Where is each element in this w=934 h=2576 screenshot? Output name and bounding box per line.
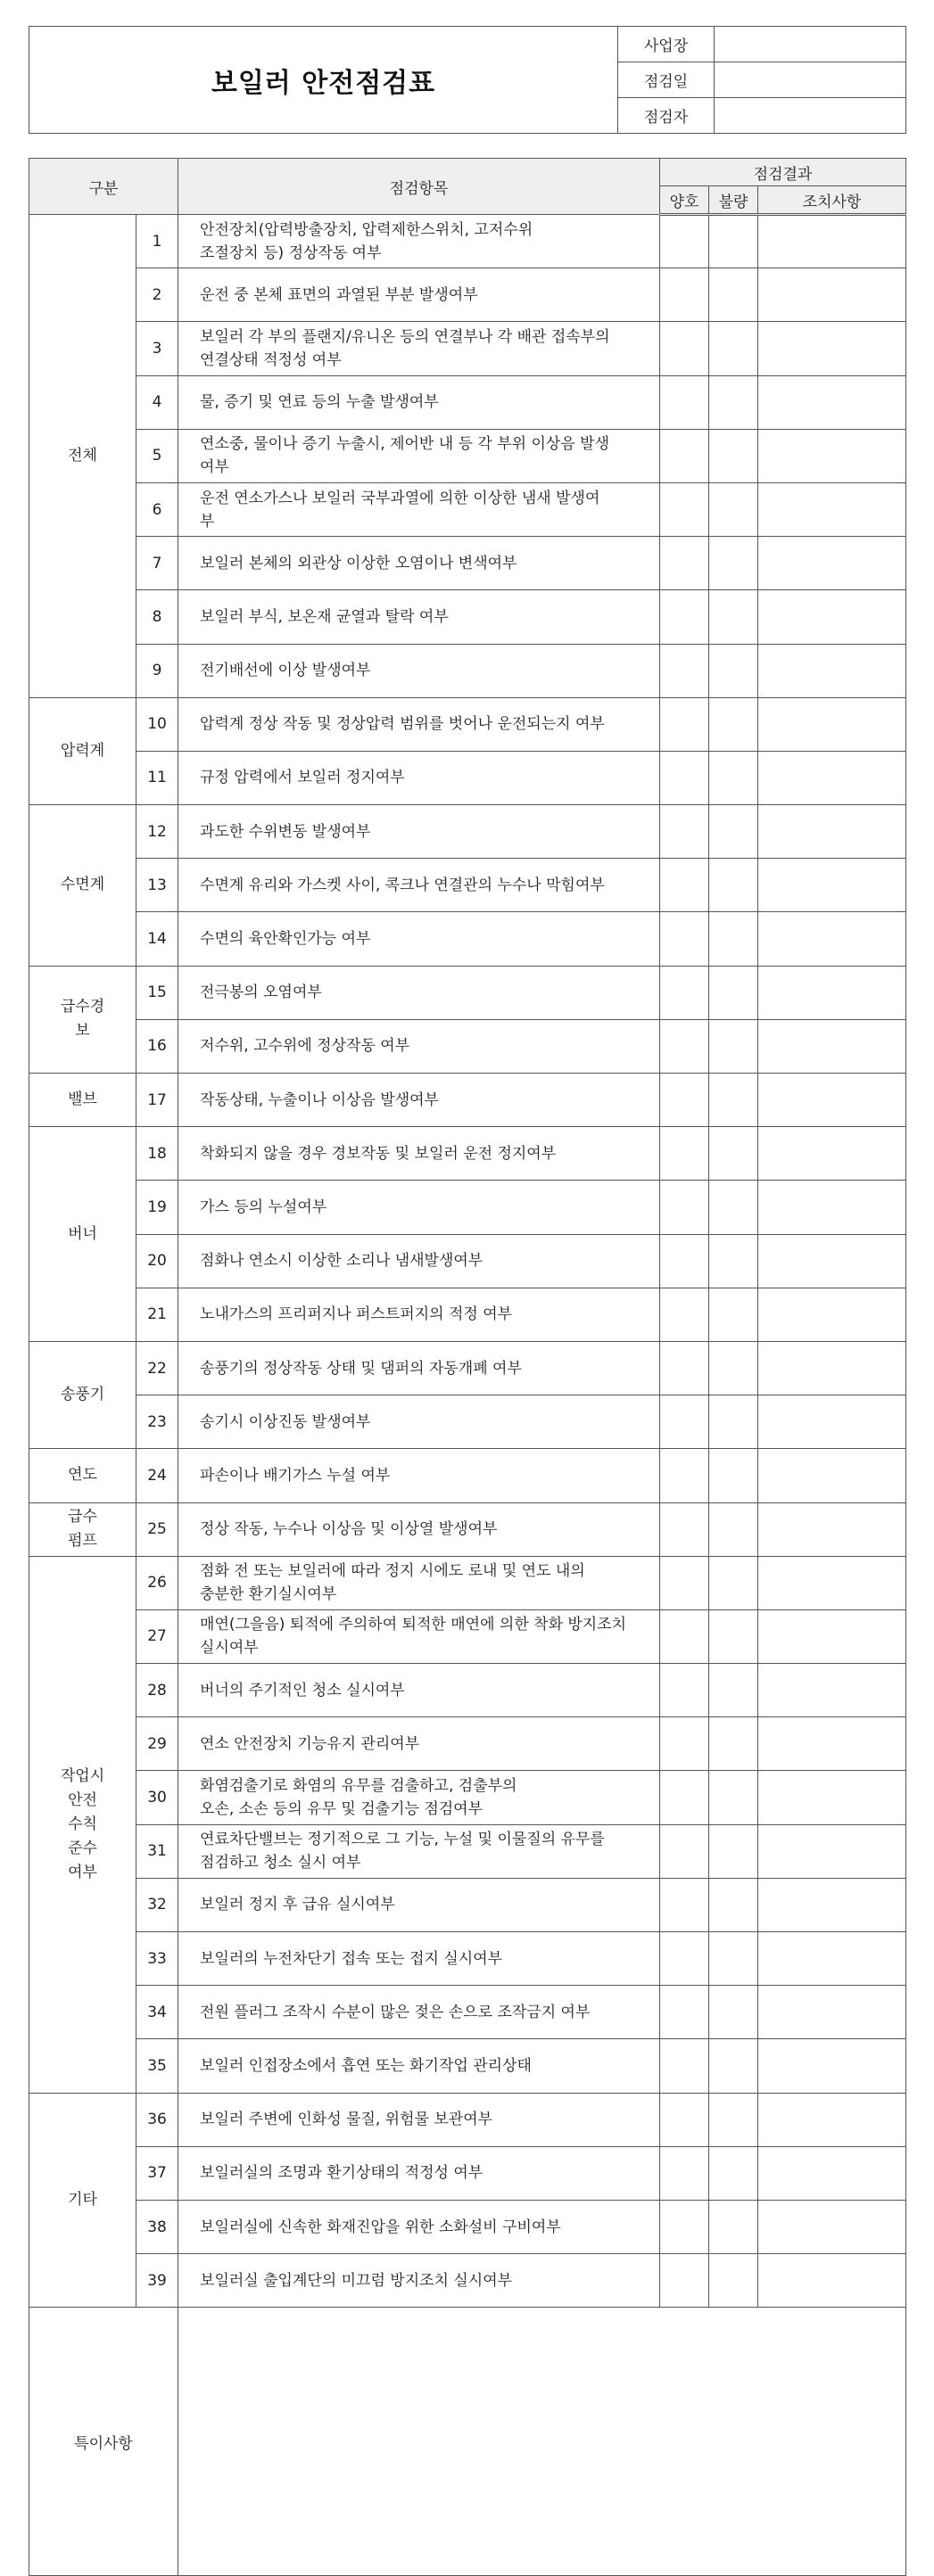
workplace-label: 사업장 [618,27,715,62]
good-check-cell[interactable] [660,1771,709,1824]
bad-check-cell[interactable] [709,912,758,966]
item-text: 매연(그을음) 퇴적에 주의하여 퇴적한 매연에 의한 착화 방지조치 실시여부 [178,1609,660,1663]
item-text: 파손이나 배기가스 누설 여부 [178,1449,660,1502]
item-text: 작동상태, 누출이나 이상음 발생여부 [178,1074,660,1127]
bad-check-cell[interactable] [709,1878,758,1931]
bad-check-cell[interactable] [709,375,758,429]
item-number: 29 [136,1717,178,1771]
good-check-cell[interactable] [660,1181,709,1234]
good-check-cell[interactable] [660,1986,709,2039]
category-cell: 버너 [29,1127,136,1342]
bad-check-cell[interactable] [709,1986,758,2039]
action-cell[interactable] [758,1771,906,1824]
item-number: 11 [136,751,178,804]
item-number: 4 [136,375,178,429]
action-cell[interactable] [758,590,906,644]
checklist-row [29,2146,906,2200]
good-check-cell[interactable] [660,1341,709,1395]
action-cell[interactable] [758,1395,906,1449]
item-number: 36 [136,2093,178,2146]
item-text: 과도한 수위변동 발생여부 [178,805,660,859]
checklist-row [29,2200,906,2253]
item-text: 운전 중 본체 표면의 과열된 부분 발생여부 [178,268,660,322]
item-text: 보일러실의 조명과 환기상태의 적정성 여부 [178,2146,660,2200]
item-text: 보일러 부식, 보온재 균열과 탈락 여부 [178,590,660,644]
item-number: 12 [136,805,178,859]
checklist-row [29,2093,906,2146]
good-check-cell[interactable] [660,2200,709,2253]
checklist-row [29,1986,906,2039]
item-number: 20 [136,1234,178,1288]
item-number: 6 [136,482,178,536]
item-number: 9 [136,644,178,697]
good-check-cell[interactable] [660,912,709,966]
category-cell: 연도 [29,1449,136,1502]
action-cell[interactable] [758,215,906,268]
action-cell[interactable] [758,1341,906,1395]
checklist-row [29,375,906,429]
checklist-row [29,1181,906,1234]
action-cell[interactable] [758,912,906,966]
item-number: 35 [136,2039,178,2093]
action-cell[interactable] [758,1824,906,1878]
item-text: 보일러 본체의 외관상 이상한 오염이나 변색여부 [178,537,660,590]
bad-check-cell[interactable] [709,805,758,859]
category-header: 구분 [29,159,178,215]
action-cell[interactable] [758,644,906,697]
bad-check-cell[interactable] [709,1127,758,1181]
item-number: 3 [136,322,178,375]
action-cell[interactable] [758,2146,906,2200]
good-header: 양호 [660,186,709,215]
checklist-row [29,912,906,966]
action-cell[interactable] [758,2093,906,2146]
bad-header: 불량 [709,186,758,215]
category-cell: 기타 [29,2093,136,2308]
item-text: 전극봉의 오염여부 [178,966,660,1019]
workplace-field[interactable] [715,27,906,62]
checklist-row [29,644,906,697]
bad-check-cell[interactable] [709,1609,758,1663]
bad-check-cell[interactable] [709,2254,758,2308]
good-check-cell[interactable] [660,1074,709,1127]
header-table [29,26,906,134]
bad-check-cell[interactable] [709,1502,758,1556]
item-text: 정상 작동, 누수나 이상음 및 이상열 발생여부 [178,1502,660,1556]
good-check-cell[interactable] [660,1234,709,1288]
checklist-row [29,1502,906,1556]
bad-check-cell[interactable] [709,1664,758,1717]
action-cell[interactable] [758,375,906,429]
item-text: 보일러실 출입계단의 미끄럼 방지조치 실시여부 [178,2254,660,2308]
action-cell[interactable] [758,1664,906,1717]
action-cell[interactable] [758,1127,906,1181]
bad-check-cell[interactable] [709,697,758,751]
item-number: 28 [136,1664,178,1717]
item-text: 전기배선에 이상 발생여부 [178,644,660,697]
inspection-date-label: 점검일 [618,62,715,98]
item-number: 25 [136,1502,178,1556]
checklist-row [29,1878,906,1931]
good-check-cell[interactable] [660,1502,709,1556]
good-check-cell[interactable] [660,1717,709,1771]
category-cell: 전체 [29,215,136,698]
action-cell[interactable] [758,1288,906,1341]
item-number: 30 [136,1771,178,1824]
checklist-row [29,1449,906,1502]
good-check-cell[interactable] [660,268,709,322]
good-check-cell[interactable] [660,751,709,804]
checklist-row [29,1234,906,1288]
action-cell[interactable] [758,1181,906,1234]
item-number: 13 [136,859,178,912]
item-number: 15 [136,966,178,1019]
bad-check-cell[interactable] [709,644,758,697]
item-text: 노내가스의 프리퍼지나 퍼스트퍼지의 적정 여부 [178,1288,660,1341]
checklist-row [29,1341,906,1395]
bad-check-cell[interactable] [709,2200,758,2253]
good-check-cell[interactable] [660,1395,709,1449]
item-number: 16 [136,1019,178,1073]
page-title: 보일러 안전점검표 [29,27,618,134]
bad-check-cell[interactable] [709,590,758,644]
good-check-cell[interactable] [660,859,709,912]
good-check-cell[interactable] [660,1932,709,1986]
good-check-cell[interactable] [660,697,709,751]
bad-check-cell[interactable] [709,1556,758,1609]
action-header: 조치사항 [758,186,906,215]
result-header: 점검결과 [660,159,906,186]
item-text: 연료차단밸브는 정기적으로 그 기능, 누설 및 이물질의 유무를 점검하고 청소 실시 여부 [178,1824,660,1878]
bad-check-cell[interactable] [709,322,758,375]
inspector-field[interactable] [715,98,906,134]
good-check-cell[interactable] [660,429,709,482]
bad-check-cell[interactable] [709,268,758,322]
checklist-row [29,2039,906,2093]
bad-check-cell[interactable] [709,2039,758,2093]
checklist-row [29,429,906,482]
good-check-cell[interactable] [660,1556,709,1609]
good-check-cell[interactable] [660,1127,709,1181]
inspector-label: 점검자 [618,98,715,134]
checklist-row [29,590,906,644]
action-cell[interactable] [758,537,906,590]
action-cell[interactable] [758,805,906,859]
item-number: 32 [136,1878,178,1931]
good-check-cell[interactable] [660,2254,709,2308]
item-number: 24 [136,1449,178,1502]
checklist-row [29,268,906,322]
checklist-row [29,215,906,268]
item-number: 22 [136,1341,178,1395]
action-cell[interactable] [758,429,906,482]
action-cell[interactable] [758,268,906,322]
bad-check-cell[interactable] [709,751,758,804]
item-text: 보일러실에 신속한 화재진압을 위한 소화설비 구비여부 [178,2200,660,2253]
action-cell[interactable] [758,2200,906,2253]
item-number: 8 [136,590,178,644]
item-text: 전원 플러그 조작시 수분이 많은 젖은 손으로 조작금지 여부 [178,1986,660,2039]
checklist-row [29,805,906,859]
item-number: 26 [136,1556,178,1609]
item-number: 7 [136,537,178,590]
action-cell[interactable] [758,322,906,375]
item-header: 점검항목 [178,159,660,215]
item-text: 저수위, 고수위에 정상작동 여부 [178,1019,660,1073]
checklist-row [29,966,906,1019]
item-text: 송기시 이상진동 발생여부 [178,1395,660,1449]
action-cell[interactable] [758,1234,906,1288]
item-text: 보일러 주변에 인화성 물질, 위험물 보관여부 [178,2093,660,2146]
item-text: 수면의 육안확인가능 여부 [178,912,660,966]
action-cell[interactable] [758,1878,906,1931]
checklist-row [29,1074,906,1127]
notes-field[interactable] [178,2308,906,2576]
item-number: 38 [136,2200,178,2253]
item-text: 버너의 주기적인 청소 실시여부 [178,1664,660,1717]
bad-check-cell[interactable] [709,1932,758,1986]
action-cell[interactable] [758,2254,906,2308]
checklist-row [29,1127,906,1181]
category-cell: 급수 펌프 [29,1502,136,1556]
action-cell[interactable] [758,1074,906,1127]
item-number: 23 [136,1395,178,1449]
category-cell: 급수경 보 [29,966,136,1073]
bad-check-cell[interactable] [709,1234,758,1288]
good-check-cell[interactable] [660,375,709,429]
item-text: 점화나 연소시 이상한 소리나 냄새발생여부 [178,1234,660,1288]
notes-row [29,2308,906,2576]
action-cell[interactable] [758,1449,906,1502]
item-text: 운전 연소가스나 보일러 국부과열에 의한 이상한 냄새 발생여 부 [178,482,660,536]
action-cell[interactable] [758,1609,906,1663]
checklist-row [29,859,906,912]
item-text: 연소 안전장치 기능유지 관리여부 [178,1717,660,1771]
item-text: 규정 압력에서 보일러 정지여부 [178,751,660,804]
item-text: 안전장치(압력방출장치, 압력제한스위치, 고저수위 조절장치 등) 정상작동 여부 [178,215,660,268]
good-check-cell[interactable] [660,537,709,590]
checklist-row [29,751,906,804]
checklist-row [29,1717,906,1771]
item-text: 보일러 인접장소에서 흡연 또는 화기작업 관리상태 [178,2039,660,2093]
item-number: 2 [136,268,178,322]
category-cell: 밸브 [29,1074,136,1127]
bad-check-cell[interactable] [709,1449,758,1502]
notes-label: 특이사항 [29,2308,178,2576]
bad-check-cell[interactable] [709,1395,758,1449]
category-cell: 수면계 [29,805,136,967]
item-number: 39 [136,2254,178,2308]
item-number: 34 [136,1986,178,2039]
checklist-row [29,697,906,751]
bad-check-cell[interactable] [709,1181,758,1234]
bad-check-cell[interactable] [709,1074,758,1127]
bad-check-cell[interactable] [709,482,758,536]
good-check-cell[interactable] [660,215,709,268]
good-check-cell[interactable] [660,805,709,859]
checklist-row [29,1609,906,1663]
item-number: 14 [136,912,178,966]
item-text: 연소중, 물이나 증기 누출시, 제어반 내 등 각 부위 이상음 발생 여부 [178,429,660,482]
good-check-cell[interactable] [660,482,709,536]
action-cell[interactable] [758,859,906,912]
item-text: 보일러 정지 후 급유 실시여부 [178,1878,660,1931]
checklist-row [29,322,906,375]
bad-check-cell[interactable] [709,2146,758,2200]
action-cell[interactable] [758,482,906,536]
checklist-row [29,1664,906,1717]
item-text: 보일러의 누전차단기 접속 또는 접지 실시여부 [178,1932,660,1986]
good-check-cell[interactable] [660,2146,709,2200]
item-number: 18 [136,1127,178,1181]
bad-check-cell[interactable] [709,1824,758,1878]
checklist-row [29,1019,906,1073]
good-check-cell[interactable] [660,644,709,697]
item-number: 31 [136,1824,178,1878]
action-cell[interactable] [758,1556,906,1609]
good-check-cell[interactable] [660,2093,709,2146]
checklist-row [29,1932,906,1986]
item-text: 수면계 유리와 가스켓 사이, 콕크나 연결관의 누수나 막힘여부 [178,859,660,912]
item-text: 물, 증기 및 연료 등의 누출 발생여부 [178,375,660,429]
checklist-body [29,215,906,2576]
item-text: 화염검출기로 화염의 유무를 검출하고, 검출부의 오손, 소손 등의 유무 및 검출기능 점검여부 [178,1771,660,1824]
item-number: 17 [136,1074,178,1127]
item-text: 착화되지 않을 경우 경보작동 및 보일러 운전 정지여부 [178,1127,660,1181]
item-number: 19 [136,1181,178,1234]
checklist-row [29,1288,906,1341]
action-cell[interactable] [758,1932,906,1986]
bad-check-cell[interactable] [709,215,758,268]
action-cell[interactable] [758,1019,906,1073]
category-cell: 송풍기 [29,1341,136,1448]
item-text: 송풍기의 정상작동 상태 및 댐퍼의 자동개폐 여부 [178,1341,660,1395]
good-check-cell[interactable] [660,2039,709,2093]
item-number: 1 [136,215,178,268]
checklist-row [29,537,906,590]
good-check-cell[interactable] [660,1824,709,1878]
good-check-cell[interactable] [660,1609,709,1663]
item-text: 압력계 정상 작동 및 정상압력 범위를 벗어나 운전되는지 여부 [178,697,660,751]
checklist-row [29,1824,906,1878]
good-check-cell[interactable] [660,322,709,375]
bad-check-cell[interactable] [709,1717,758,1771]
bad-check-cell[interactable] [709,1019,758,1073]
checklist-row [29,1556,906,1609]
checklist-row [29,482,906,536]
action-cell[interactable] [758,751,906,804]
action-cell[interactable] [758,2039,906,2093]
bad-check-cell[interactable] [709,1341,758,1395]
item-text: 점화 전 또는 보일러에 따라 정지 시에도 로내 및 연도 내의 충분한 환기실시여부 [178,1556,660,1609]
category-cell: 압력계 [29,697,136,804]
item-text: 보일러 각 부의 플랜지/유니온 등의 연결부나 각 배관 접속부의 연결상태 적정성 여부 [178,322,660,375]
good-check-cell[interactable] [660,1019,709,1073]
checklist-table [29,158,906,2576]
item-number: 27 [136,1609,178,1663]
category-cell: 작업시 안전 수칙 준수 여부 [29,1556,136,2093]
item-number: 10 [136,697,178,751]
checklist-row [29,1395,906,1449]
bad-check-cell[interactable] [709,1771,758,1824]
action-cell[interactable] [758,1986,906,2039]
bad-check-cell[interactable] [709,2093,758,2146]
inspection-date-field[interactable] [715,62,906,98]
good-check-cell[interactable] [660,1288,709,1341]
action-cell[interactable] [758,697,906,751]
good-check-cell[interactable] [660,1664,709,1717]
bad-check-cell[interactable] [709,859,758,912]
good-check-cell[interactable] [660,1878,709,1931]
item-number: 21 [136,1288,178,1341]
item-number: 33 [136,1932,178,1986]
checklist-row [29,2254,906,2308]
bad-check-cell[interactable] [709,966,758,1019]
bad-check-cell[interactable] [709,429,758,482]
good-check-cell[interactable] [660,1449,709,1502]
bad-check-cell[interactable] [709,537,758,590]
action-cell[interactable] [758,966,906,1019]
checklist-row [29,1771,906,1824]
bad-check-cell[interactable] [709,1288,758,1341]
item-text: 가스 등의 누설여부 [178,1181,660,1234]
item-number: 37 [136,2146,178,2200]
item-number: 5 [136,429,178,482]
good-check-cell[interactable] [660,590,709,644]
action-cell[interactable] [758,1502,906,1556]
good-check-cell[interactable] [660,966,709,1019]
action-cell[interactable] [758,1717,906,1771]
